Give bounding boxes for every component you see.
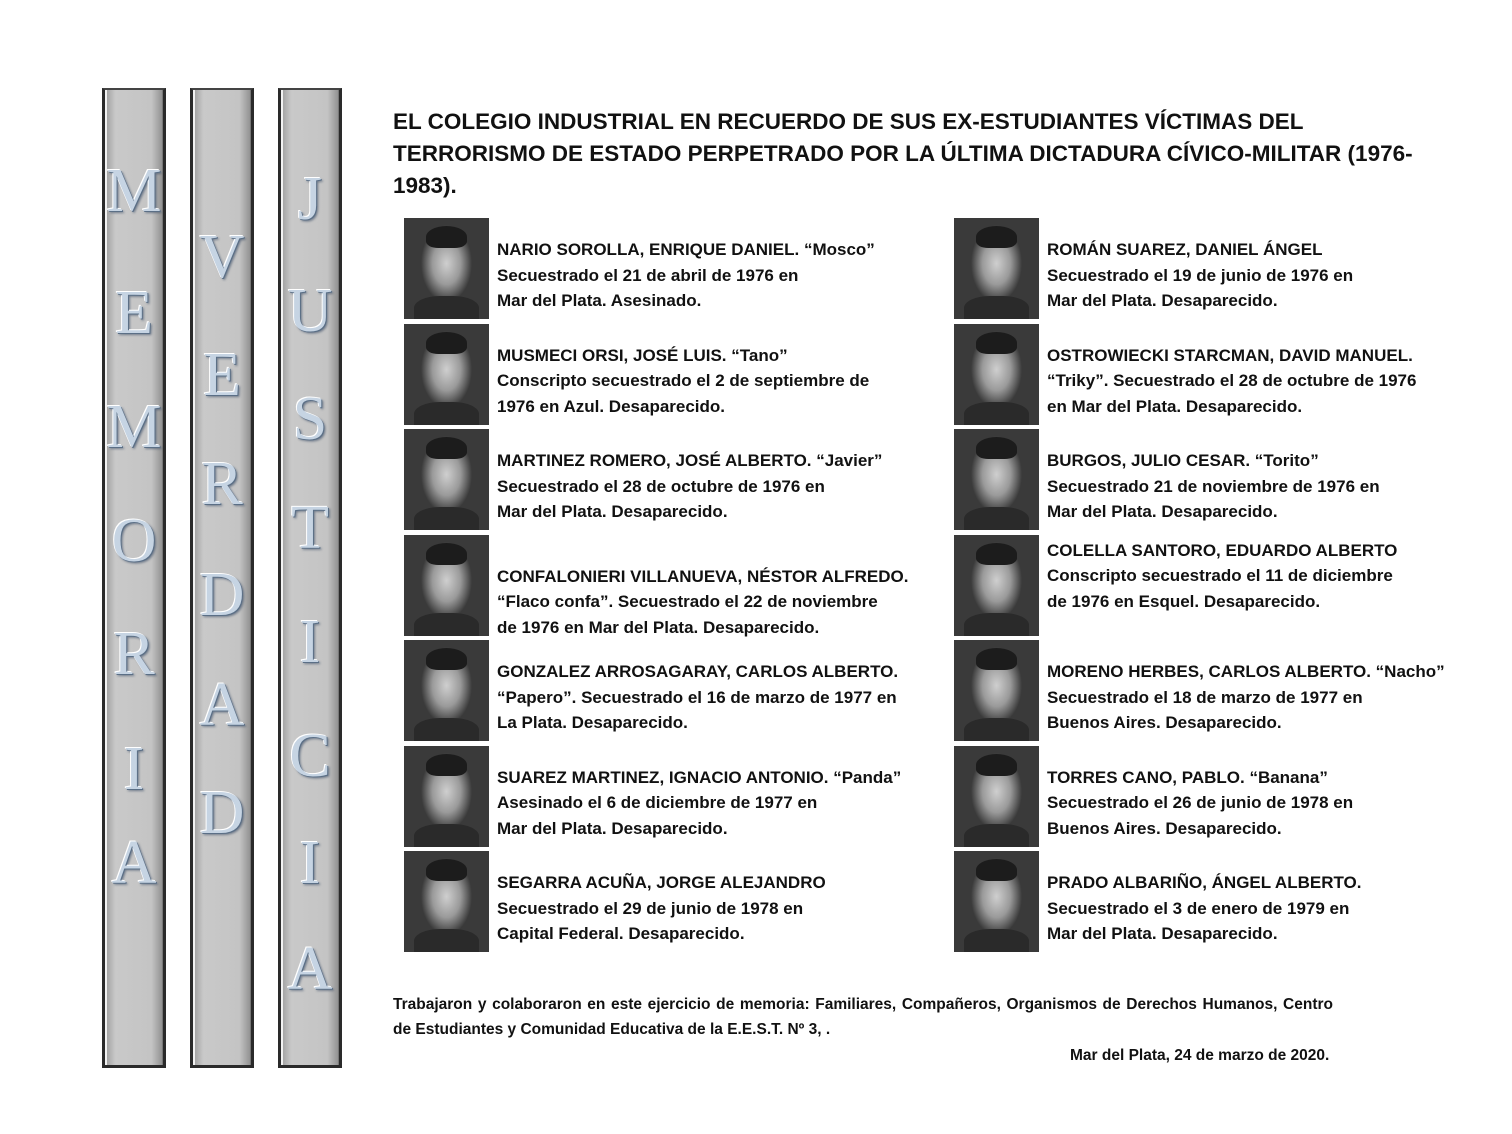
victim-detail: Mar del Plata. Desaparecido. [497, 502, 728, 521]
victim-detail: Secuestrado el 3 de enero de 1979 en [1047, 898, 1350, 918]
victim-detail: Secuestrado el 26 de junio de 1978 en [1047, 793, 1354, 812]
victim-detail: Mar del Plata. Asesinado. [497, 291, 702, 310]
victim-text [497, 659, 937, 736]
victim-detail: Mar del Plata. Desaparecido. [497, 818, 728, 838]
victim-photo [954, 746, 1039, 847]
victim-name: BURGOS, JULIO CESAR. “Torito” [1047, 451, 1319, 470]
pillar-letters [105, 90, 163, 1065]
pillar-letter: A [287, 935, 333, 1003]
dateline: Mar del Plata, 24 de marzo de 2020. [1070, 1047, 1330, 1064]
pillar-letter: E [115, 279, 153, 347]
victim-detail: Conscripto secuestrado el 11 de diciembre [1047, 566, 1393, 585]
pillar-letter: R [113, 620, 155, 688]
victim-detail: Secuestrado el 28 de octubre de 1976 en [497, 476, 825, 496]
pillar-letters [193, 90, 251, 1065]
victim-name: NARIO SOROLLA, ENRIQUE DANIEL. “Mosco” [497, 240, 875, 259]
pillar-letters [281, 90, 339, 1065]
victim-detail: Asesinado el 6 de diciembre de 1977 en [497, 793, 818, 812]
pillar-letter: I [299, 608, 321, 676]
pillar-letter: J [297, 165, 323, 233]
victim-detail: Mar del Plata. Desaparecido. [1047, 502, 1278, 521]
pillar-letter: A [199, 671, 245, 739]
victim-entry [404, 429, 944, 535]
victim-name: OSTROWIECKI STARCMAN, DAVID MANUEL. [1047, 345, 1413, 365]
pillar-letter: V [199, 223, 245, 291]
victim-detail: 1976 en Azul. Desaparecido. [497, 396, 726, 416]
victim-name: SEGARRA ACUÑA, JORGE ALEJANDRO [497, 873, 826, 892]
victim-text [497, 448, 937, 525]
victim-photo [954, 640, 1039, 741]
victim-text [1047, 237, 1487, 314]
victim-text [1047, 343, 1487, 420]
victim-entry [954, 746, 1494, 852]
pillar-letter: E [203, 341, 241, 409]
victim-text [1047, 870, 1487, 947]
victim-detail: Secuestrado el 19 de junio de 1976 en [1047, 265, 1354, 285]
victim-entry [954, 535, 1494, 641]
pillar-letter: D [199, 779, 245, 847]
victim-name: ROMÁN SUAREZ, DANIEL ÁNGEL [1047, 240, 1323, 259]
victims-list-left [404, 218, 944, 957]
victim-entry [954, 429, 1494, 535]
victim-detail: Secuestrado el 29 de junio de 1978 en [497, 898, 804, 918]
pillar-verdad [190, 88, 254, 1068]
victim-photo [404, 640, 489, 741]
credits-text: Trabajaron y colaboraron en este ejercicio de memoria: Familiares, Compañeros, Organismos de Derechos Humanos, Centro de Estudiantes y Comunidad Educativa de la E.E.S.T. Nº 3, . [393, 996, 1333, 1038]
pillar-letter: I [123, 735, 145, 803]
pillar-letter: D [199, 561, 245, 629]
victim-detail: Capital Federal. Desaparecido. [497, 924, 745, 943]
victim-text [1047, 448, 1487, 525]
pillar-letter: T [291, 494, 329, 562]
victim-detail: La Plata. Desaparecido. [497, 713, 688, 732]
victim-text [1047, 538, 1487, 615]
pillar-letter: M [106, 157, 162, 225]
pillar-letter: I [299, 829, 321, 897]
victim-detail: Secuestrado el 18 de marzo de 1977 en [1047, 687, 1363, 707]
victim-entry [954, 218, 1494, 324]
pillar-letter: R [201, 450, 243, 518]
page-title: EL COLEGIO INDUSTRIAL EN RECUERDO DE SUS EX-ESTUDIANTES VÍCTIMAS DEL TERRORISMO DE ESTADO PERPETRADO POR LA ÚLTIMA DICTADURA CÍVICO-MILITAR (1976-1983). [393, 109, 1413, 198]
victim-text [497, 765, 937, 842]
victim-text [1047, 765, 1487, 842]
victim-detail: Buenos Aires. Desaparecido. [1047, 818, 1282, 838]
victim-name: PRADO ALBARIÑO, ÁNGEL ALBERTO. [1047, 873, 1362, 892]
victim-name: MARTINEZ ROMERO, JOSÉ ALBERTO. “Javier” [497, 451, 883, 470]
victim-name: MORENO HERBES, CARLOS ALBERTO. “Nacho” [1047, 662, 1445, 681]
pillar-justicia [278, 88, 342, 1068]
victim-text [497, 237, 937, 314]
victim-name: MUSMECI ORSI, JOSÉ LUIS. “Tano” [497, 345, 788, 365]
victim-name: SUAREZ MARTINEZ, IGNACIO ANTONIO. “Panda” [497, 767, 902, 787]
victim-detail: en Mar del Plata. Desaparecido. [1047, 396, 1303, 416]
victim-photo [954, 324, 1039, 425]
pillar-letter: O [111, 507, 157, 575]
victim-detail: Secuestrado el 21 de abril de 1976 en [497, 265, 799, 285]
victim-detail: Buenos Aires. Desaparecido. [1047, 713, 1282, 732]
victim-photo [954, 535, 1039, 636]
victim-detail: Mar del Plata. Desaparecido. [1047, 291, 1278, 310]
victim-entry [954, 640, 1494, 746]
victim-text [497, 564, 937, 641]
victim-name: CONFALONIERI VILLANUEVA, NÉSTOR ALFREDO. [497, 566, 909, 586]
victim-detail: “Papero”. Secuestrado el 16 de marzo de 1977 en [497, 687, 897, 707]
victim-entry [404, 535, 944, 641]
victim-photo [404, 218, 489, 319]
victim-photo [954, 851, 1039, 952]
victim-entry [404, 640, 944, 746]
victim-entry [954, 324, 1494, 430]
victim-detail: de 1976 en Esquel. Desaparecido. [1047, 591, 1321, 611]
victim-entry [954, 851, 1494, 957]
victim-photo [954, 218, 1039, 319]
victim-detail: de 1976 en Mar del Plata. Desaparecido. [497, 617, 820, 637]
victim-photo [404, 851, 489, 952]
victim-detail: Conscripto secuestrado el 2 de septiembre de [497, 371, 870, 390]
pillar-letter: U [287, 277, 333, 345]
victim-photo [404, 535, 489, 636]
victim-text [497, 343, 937, 420]
victim-detail: “Flaco confa”. Secuestrado el 22 de noviembre [497, 592, 878, 611]
victim-entry [404, 746, 944, 852]
pillar-letter: S [292, 385, 328, 453]
victim-name: COLELLA SANTORO, EDUARDO ALBERTO [1047, 540, 1398, 560]
victims-list-right [954, 218, 1494, 957]
victim-photo [954, 429, 1039, 530]
victim-text [497, 870, 937, 947]
victim-detail: Mar del Plata. Desaparecido. [1047, 924, 1278, 943]
victim-detail: “Triky”. Secuestrado el 28 de octubre de 1976 [1047, 371, 1417, 390]
victim-entry [404, 324, 944, 430]
pillar-letter: M [106, 393, 162, 461]
victim-text [1047, 659, 1487, 736]
pillar-letter: A [111, 829, 157, 897]
victim-entry [404, 851, 944, 957]
pillar-letter: C [289, 722, 331, 790]
victim-photo [404, 324, 489, 425]
victim-detail: Secuestrado 21 de noviembre de 1976 en [1047, 476, 1380, 496]
victim-name: GONZALEZ ARROSAGARAY, CARLOS ALBERTO. [497, 662, 899, 681]
victim-entry [404, 218, 944, 324]
victim-name: TORRES CANO, PABLO. “Banana” [1047, 767, 1328, 787]
victim-photo [404, 429, 489, 530]
victim-photo [404, 746, 489, 847]
pillar-memoria [102, 88, 166, 1068]
